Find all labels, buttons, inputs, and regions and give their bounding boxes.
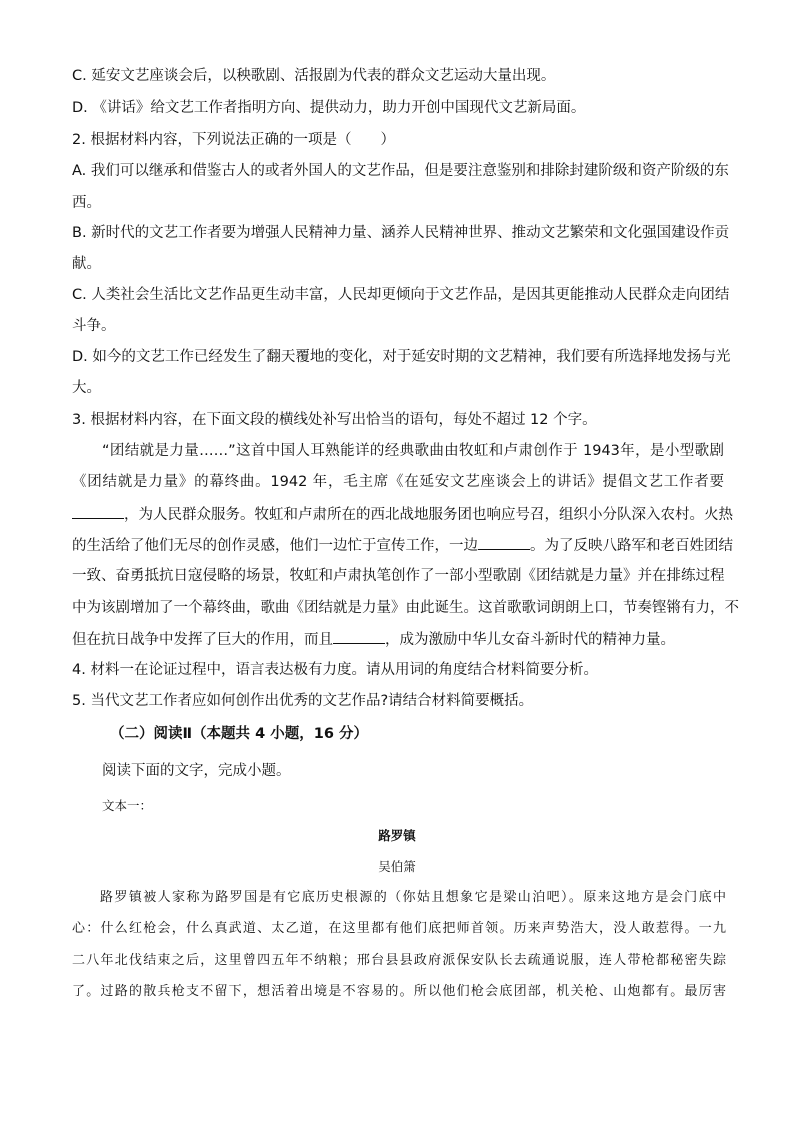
option-d-q2-line1: D. 如今的文艺工作已经发生了翻天覆地的变化，对于延安时期的文艺精神，我们要有所选择地发扬与光 [72, 349, 731, 365]
passage-line-1: “团结就是力量……”这首中国人耳熟能详的经典歌曲由牧虹和卢肃创作于 1943年，是小型歌剧 [102, 443, 724, 459]
passage-line-5: 一致、奋勇抵抗日寇侵略的场景，牧虹和卢肃执笔创作了一部小型歌剧《团结就是力量》并在排练过程 [72, 568, 725, 584]
story-line-2: 心：什么红枪会，什么真武道、太乙道，在这里都有他们底把师首领。历来声势浩大，没人敢惹得。一九 [72, 921, 726, 936]
story-author: 吴伯箫 [378, 859, 416, 874]
option-a-q2-line2: 西。 [72, 195, 101, 211]
passage-line-7: 但在抗日战争中发挥了巨大的作用，而且 ，成为激励中华儿女奋斗新时代的精神力量。 [72, 629, 724, 650]
answer-blank-1[interactable] [72, 504, 124, 519]
question-4: 4. 材料一在论证过程中，语言表达极有力度。请从用词的角度结合材料简要分析。 [72, 662, 598, 678]
story-line-4: 了。过路的散兵枪支不留下，想活着出境是不容易的。所以他们枪会底团部，机关枪、山炮都有。最厉害 [72, 984, 726, 999]
question-3: 3. 根据材料内容，在下面文段的横线处补写出恰当的语句，每处不超过 12 个字。 [72, 412, 597, 428]
text-one-label: 文本一： [102, 798, 153, 813]
story-line-1: 路罗镇被人家称为路罗国是有它底历史根源的（你姑且想象它是梁山泊吧）。原来这地方是会门底中 [100, 890, 726, 905]
option-b-q2-line1: B. 新时代的文艺工作者要为增强人民精神力量、涵养人民精神世界、推动文艺繁荣和文化强国建设作贡 [72, 225, 730, 241]
option-c-q2-line1: C. 人类社会生活比文艺作品更生动丰富，人民却更倾向于文艺作品，是因其更能推动人民群众走向团结 [72, 287, 730, 303]
passage-line-6: 中为该剧增加了一个幕终曲，歌曲《团结就是力量》由此诞生。这首歌歌词朗朗上口，节奏铿锵有力，不 [72, 600, 739, 616]
answer-blank-2[interactable] [478, 535, 530, 550]
answer-blank-3[interactable] [333, 629, 385, 644]
passage-line-3: ，为人民群众服务。牧虹和卢肃所在的西北战地服务团也响应号召，组织小分队深入农村。火热 [72, 504, 724, 525]
story-title: 路罗镇 [378, 828, 416, 843]
reading-instruction: 阅读下面的文字，完成小题。 [102, 763, 291, 779]
option-c-q1: C. 延安文艺座谈会后，以秧歌剧、活报剧为代表的群众文艺运动大量出现。 [72, 68, 556, 84]
question-5: 5. 当代文艺工作者应如何创作出优秀的文艺作品?请结合材料简要概括。 [72, 693, 534, 709]
option-d-q1: D. 《讲话》给文艺工作者指明方向、提供动力，助力开创中国现代文艺新局面。 [72, 100, 586, 116]
section-heading: （二）阅读Ⅱ（本题共 4 小题，16 分） [110, 726, 368, 742]
passage-line-4: 的生活给了他们无尽的创作灵感，他们一边忙于宣传工作，一边 。为了反映八路军和老百姓团结 [72, 535, 724, 556]
option-b-q2-line2: 献。 [72, 256, 101, 272]
story-line-3: 二八年北伐结束之后，这里曾四五年不纳粮；邢台县县政府派保安队长去疏通说服，连人带枪都秘密失踪 [72, 953, 726, 968]
option-c-q2-line2: 斗争。 [72, 318, 116, 334]
option-a-q2-line1: A. 我们可以继承和借鉴古人的或者外国人的文艺作品，但是要注意鉴别和排除封建阶级和资产阶级的东 [72, 163, 729, 179]
passage-line-2: 《团结就是力量》的幕终曲。1942 年，毛主席《在延安文艺座谈会上的讲话》提倡文艺工作者要 [72, 474, 724, 490]
option-d-q2-line2: 大。 [72, 380, 101, 396]
question-2: 2. 根据材料内容，下列说法正确的一项是（ ） [72, 132, 395, 148]
